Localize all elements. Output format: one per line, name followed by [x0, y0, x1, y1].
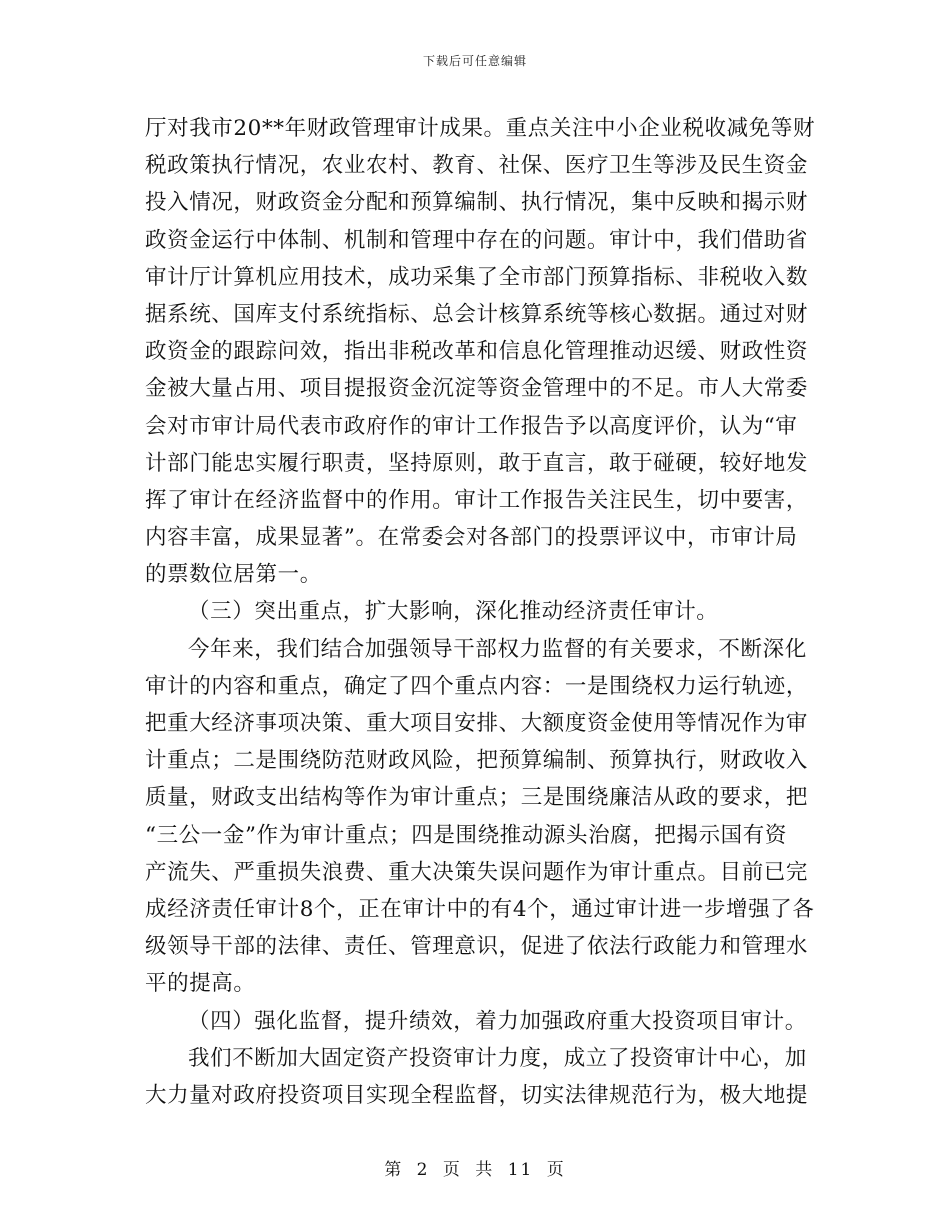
text-line: 投入情况，财政资金分配和预算编制、执行情况，集中反映和揭示财 — [145, 190, 809, 216]
text-line: 据系统、国库支付系统指标、总会计核算系统等核心数据。通过对财 — [145, 301, 809, 327]
text-line: 质量，财政支出结构等作为审计重点；三是围绕廉洁从政的要求，把 — [145, 785, 809, 811]
text-line: 挥了审计在经济监督中的作用。审计工作报告关注民生，切中要害， — [145, 487, 809, 513]
text-line: “三公一金”作为审计重点；四是围绕推动源头治腐，把揭示国有资 — [145, 822, 787, 848]
text-line: 的票数位居第一。 — [145, 562, 322, 588]
section-heading: （四）强化监督，提升绩效，着力加强政府重大投资项目审计。 — [188, 1008, 807, 1034]
text-line: 大力量对政府投资项目实现全程监督，切实法律规范行为，极大地提 — [145, 1082, 809, 1108]
page-number: 第 2 页 共 11 页 — [384, 1160, 566, 1180]
text-line: 政资金的跟踪问效，指出非税改革和信息化管理推动迟缓、财政性资 — [145, 339, 809, 365]
text-line: 政资金运行中体制、机制和管理中存在的问题。审计中，我们借助省 — [145, 227, 809, 253]
text-line: 级领导干部的法律、责任、管理意识，促进了依法行政能力和管理水 — [145, 934, 809, 960]
text-line: 厅对我市20**年财政管理审计成果。重点关注中小企业税收减免等财 — [145, 116, 816, 141]
text-line: 计重点；二是围绕防范财政风险，把预算编制、预算执行，财政收入 — [145, 748, 809, 774]
text-line: 审计的内容和重点，确定了四个重点内容：一是围绕权力运行轨迹， — [145, 673, 809, 699]
text-line: 税政策执行情况，农业农村、教育、社保、医疗卫生等涉及民生资金 — [145, 153, 809, 179]
text-line: 平的提高。 — [145, 971, 256, 997]
text-line: 金被大量占用、项目提报资金沉淀等资金管理中的不足。市人大常委 — [145, 376, 809, 402]
section-heading: （三）突出重点，扩大影响，深化推动经济责任审计。 — [188, 599, 719, 625]
text-line: 把重大经济事项决策、重大项目安排、大额度资金使用等情况作为审 — [145, 711, 809, 736]
text-line: 今年来，我们结合加强领导干部权力监督的有关要求，不断深化 — [188, 636, 807, 662]
text-line: 内容丰富，成果显著”。在常委会对各部门的投票评议中，市审计局 — [145, 525, 798, 551]
page-header: 下载后可任意编辑 — [422, 54, 527, 68]
text-line: 计部门能忠实履行职责，坚持原则，敢于直言，敢于碰硬，较好地发 — [145, 450, 809, 476]
text-line: 审计厅计算机应用技术，成功采集了全市部门预算指标、非税收入数 — [145, 264, 809, 290]
text-line: 成经济责任审计8个，正在审计中的有4个，通过审计进一步增强了各 — [145, 896, 815, 922]
text-line: 产流失、严重损失浪费、重大决策失误问题作为审计重点。目前已完 — [145, 859, 809, 885]
text-line: 我们不断加大固定资产投资审计力度，成立了投资审计中心，加 — [188, 1045, 807, 1071]
document-body — [145, 110, 815, 1114]
text-line: 会对市审计局代表市政府作的审计工作报告予以高度评价，认为“审 — [145, 413, 798, 439]
